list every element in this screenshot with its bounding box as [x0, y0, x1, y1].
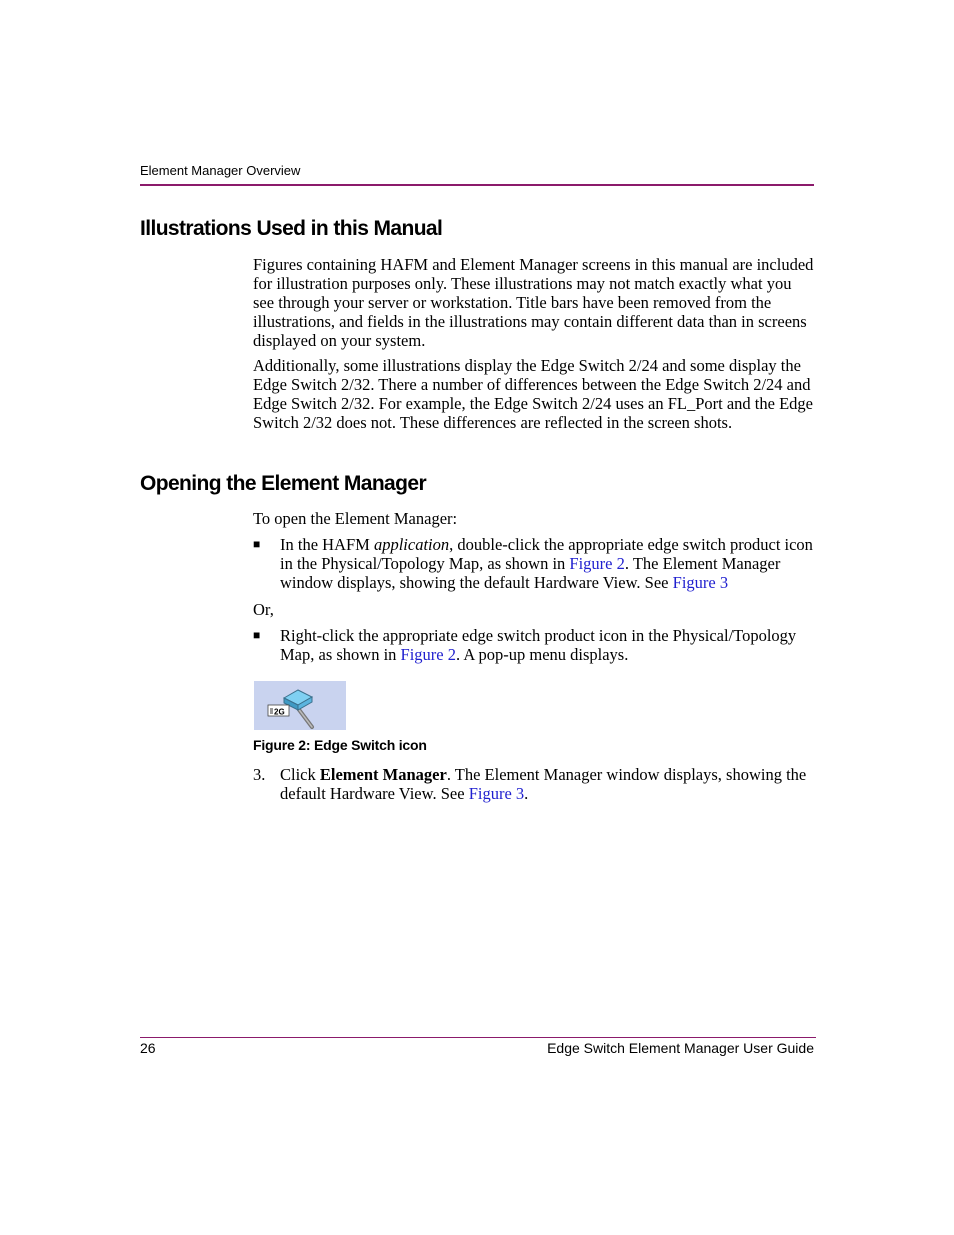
bullet-item-right-click [253, 626, 815, 666]
footer-rule [140, 1037, 816, 1038]
section-title-illustrations: Illustrations Used in this Manual [140, 217, 443, 240]
figure-badge-text: 2G [274, 707, 285, 717]
figure-edge-switch-icon [254, 681, 346, 730]
header-rule [140, 184, 814, 186]
running-header: Element Manager Overview [140, 163, 301, 178]
link-figure-2[interactable]: Figure 2 [400, 645, 457, 664]
section-title-opening: Opening the Element Manager [140, 472, 427, 495]
paragraph-intro: To open the Element Manager: [253, 509, 458, 528]
step-text: Click Element Manager. The Element Manager window displays, showing the default Hardware View. See Figure 3. [280, 765, 807, 803]
edge-switch-icon [254, 681, 346, 730]
bullet-mark: ■ [253, 628, 261, 642]
paragraph-illustrations-1: Figures containing HAFM and Element Manager screens in this manual are included for illustration purposes only. These illustrations may not match exactly what you see through your server or workstation. Title bars have been removed from the illustrations, and fields in the illustrations may contain different data than in screens displayed on your system. [253, 255, 814, 350]
step-3 [253, 765, 815, 805]
paragraph-or: Or, [253, 600, 274, 619]
bullet-text: In the HAFM application, double-click the appropriate edge switch product icon in the Physical/Topology Map, as shown in Figure 2. The Element Manager window displays, showing the default Hardware View. See Figure 3 [280, 535, 813, 592]
paragraph-illustrations-2: Additionally, some illustrations display the Edge Switch 2/24 and some display the Edge Switch 2/32. There a number of differences between the Edge Switch 2/24 and Edge Switch 2/32. For example, the Edge Switch 2/24 uses an FL_Port and the Edge Switch 2/32 does not. These differences are reflected in the screen shots. [253, 356, 813, 432]
bullet-text: Right-click the appropriate edge switch product icon in the Physical/Topology Map, as shown in Figure 2. A pop-up menu displays. [280, 626, 797, 664]
bullet-item-double-click [253, 535, 815, 593]
link-figure-3[interactable]: Figure 3 [672, 573, 729, 592]
guide-title: Edge Switch Element Manager User Guide [547, 1040, 814, 1056]
link-figure-2[interactable]: Figure 2 [569, 554, 625, 573]
link-figure-3[interactable]: Figure 3 [468, 784, 525, 803]
page-number: 26 [140, 1040, 156, 1056]
step-number: 3. [253, 765, 266, 784]
figure-caption: Figure 2: Edge Switch icon [253, 737, 427, 753]
bold-element-manager: Element Manager [319, 765, 447, 784]
bullet-mark: ■ [253, 537, 261, 551]
italic-application: application [373, 535, 450, 554]
